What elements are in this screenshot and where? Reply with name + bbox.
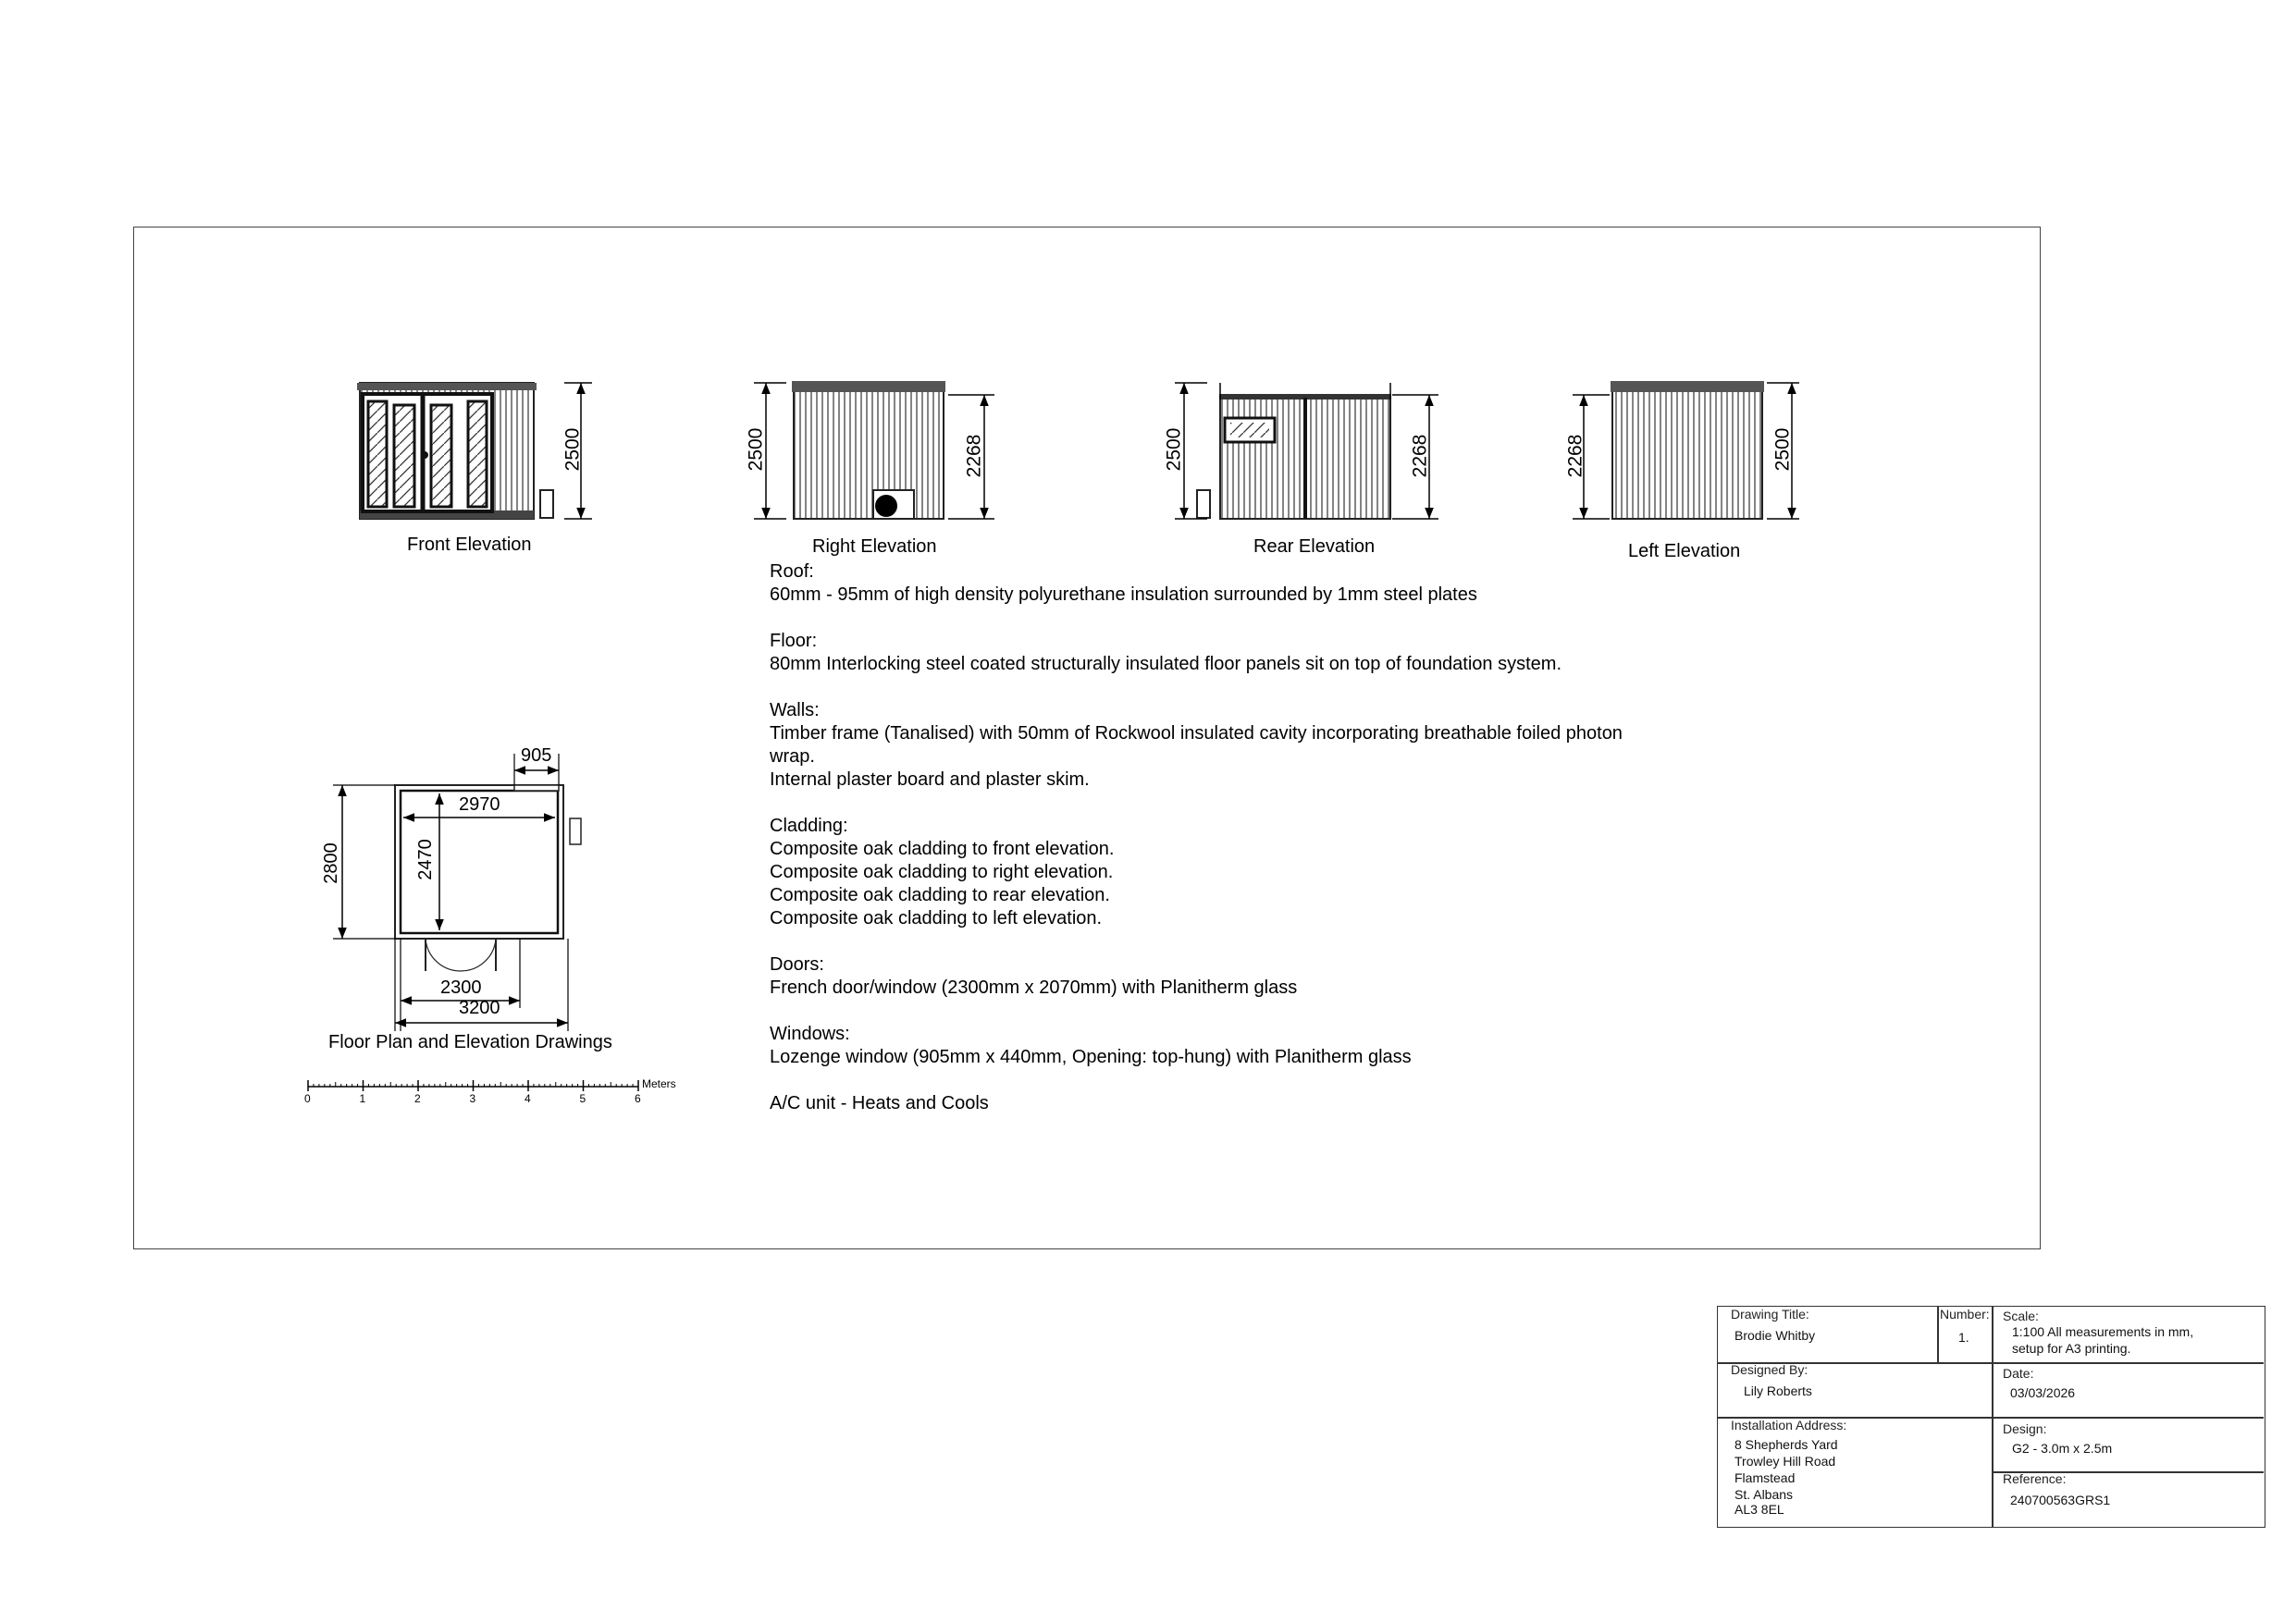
floor-heading: Floor: <box>770 631 818 651</box>
front-elevation-title: Front Elevation <box>407 535 532 555</box>
dim-left-inner: 2268 <box>1564 434 1586 478</box>
address-line-2: Trowley Hill Road <box>1734 1454 1836 1469</box>
dim-right-inner: 2268 <box>963 434 985 478</box>
scale-tick-label: 5 <box>579 1092 586 1105</box>
title-block <box>1717 1306 2265 1528</box>
scale-tick-label: 0 <box>304 1092 311 1105</box>
drawing-title-label: Drawing Title: <box>1731 1307 1809 1322</box>
windows-heading: Windows: <box>770 1024 850 1044</box>
cladding-heading: Cladding: <box>770 816 848 836</box>
designed-by: Lily Roberts <box>1744 1383 1812 1398</box>
dim-plan-inner-depth: 2470 <box>414 839 436 880</box>
dim-front-height: 2500 <box>562 427 584 472</box>
cladding-1: Composite oak cladding to front elevation. <box>770 839 1115 859</box>
floor-plan-title: Floor Plan and Elevation Drawings <box>328 1032 612 1052</box>
doors-heading: Doors: <box>770 954 824 975</box>
designed-by-label: Designed By: <box>1731 1362 1808 1377</box>
walls-text-1: Timber frame (Tanalised) with 50mm of Rockwool insulated cavity incorporating breathable foiled photon <box>770 723 1623 744</box>
address-label: Installation Address: <box>1731 1418 1847 1432</box>
right-elevation-title: Right Elevation <box>812 536 937 557</box>
rear-elevation-title: Rear Elevation <box>1253 536 1376 557</box>
reference: 240700563GRS1 <box>2010 1493 2111 1507</box>
dim-left-height: 2500 <box>1771 427 1794 472</box>
number-label: Number: <box>1940 1307 1990 1322</box>
windows-text: Lozenge window (905mm x 440mm, Opening: top-hung) with Planitherm glass <box>770 1047 1412 1067</box>
address-line-1: 8 Shepherds Yard <box>1734 1437 1838 1452</box>
scale-line-1: 1:100 All measurements in mm, <box>2012 1324 2194 1339</box>
left-elevation-title: Left Elevation <box>1628 541 1741 561</box>
dim-right-height: 2500 <box>745 427 767 472</box>
front-elevation <box>357 383 592 519</box>
dim-plan-inner-width: 2970 <box>459 794 500 815</box>
address-line-3: Flamstead <box>1734 1470 1796 1485</box>
floor-text: 80mm Interlocking steel coated structurally insulated floor panels sit on top of foundation system. <box>770 654 1562 674</box>
roof-text: 60mm - 95mm of high density polyurethane insulation surrounded by 1mm steel plates <box>770 584 1477 605</box>
rear-elevation <box>1175 383 1438 519</box>
scale-tick-label: 6 <box>635 1092 641 1105</box>
scale-unit: Meters <box>642 1077 676 1090</box>
reference-label: Reference: <box>2003 1471 2067 1486</box>
address-line-4: St. Albans <box>1734 1487 1794 1502</box>
dim-rear-inner: 2268 <box>1409 434 1431 478</box>
scale-tick-label: 2 <box>414 1092 421 1105</box>
dim-plan-depth: 2800 <box>320 842 341 884</box>
right-elevation <box>754 381 994 519</box>
scale-tick-label: 3 <box>469 1092 476 1105</box>
left-elevation <box>1573 381 1799 519</box>
walls-text-2: wrap. <box>770 746 815 767</box>
scale-bar <box>308 1080 638 1091</box>
cladding-3: Composite oak cladding to rear elevation. <box>770 885 1110 905</box>
scale-tick-label: 4 <box>525 1092 531 1105</box>
drawing-title: Brodie Whitby <box>1734 1328 1816 1343</box>
roof-heading: Roof: <box>770 561 814 582</box>
specification-notes <box>770 560 1787 1115</box>
design: G2 - 3.0m x 2.5m <box>2012 1441 2113 1456</box>
address-line-5: AL3 8EL <box>1734 1502 1784 1517</box>
date-label: Date: <box>2003 1366 2034 1381</box>
scale-tick-label: 1 <box>359 1092 366 1105</box>
ac-text: A/C unit - Heats and Cools <box>770 1093 989 1113</box>
doors-text: French door/window (2300mm x 2070mm) with Planitherm glass <box>770 977 1298 998</box>
scale-label: Scale: <box>2003 1309 2039 1323</box>
walls-text-3: Internal plaster board and plaster skim. <box>770 769 1090 790</box>
dim-rear-height: 2500 <box>1163 427 1185 472</box>
drawing-number: 1. <box>1958 1330 1969 1345</box>
date: 03/03/2026 <box>2010 1385 2076 1400</box>
cladding-4: Composite oak cladding to left elevation. <box>770 908 1103 928</box>
scale-line-2: setup for A3 printing. <box>2012 1341 2131 1356</box>
dim-plan-window: 905 <box>521 745 552 766</box>
walls-heading: Walls: <box>770 700 820 720</box>
dim-plan-door: 2300 <box>440 977 482 998</box>
cladding-2: Composite oak cladding to right elevation. <box>770 862 1114 882</box>
dim-plan-width: 3200 <box>459 998 500 1018</box>
design-label: Design: <box>2003 1421 2047 1436</box>
